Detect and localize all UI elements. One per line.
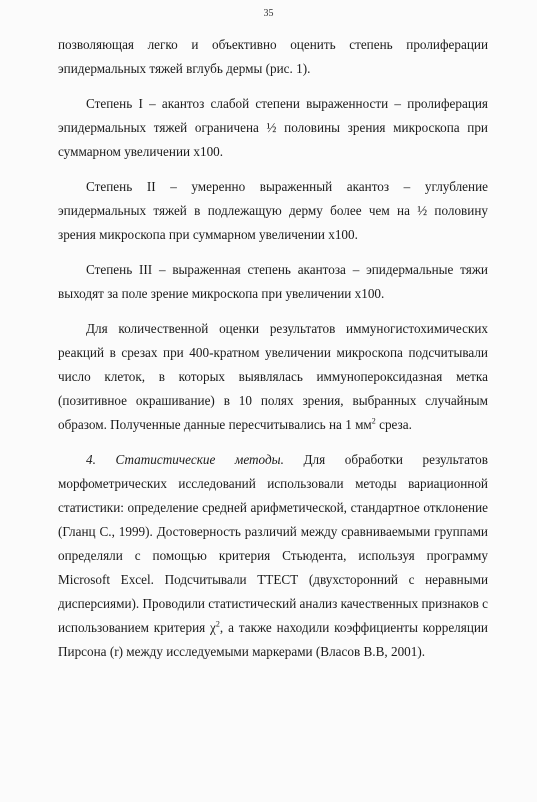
paragraph-degree-1: Степень I – акантоз слабой степени выраженности – пролиферация эпидермальных тяжей ограничена ½ половины зрения микроскопа при суммарном увеличении х100.	[58, 96, 488, 159]
paragraph-5-text: Для количественной оценки результатов иммуногистохимических реакций в срезах при 400-кратном увеличении микроскопа подсчитывали число клеток, в которых выявлялась иммунопероксидазная метка (позитивное окрашивание) в 10 полях зрения, выбранных случайным образом. Полученные данные пересчитывались на 1 мм	[58, 321, 488, 432]
paragraph-1: позволяющая легко и объективно оценить степень пролиферации эпидермальных тяжей вглубь дермы (рис. 1).	[58, 37, 488, 76]
paragraph-quantitative-evaluation	[58, 317, 488, 437]
paragraph-degree-2: Степень II – умеренно выраженный акантоз – углубление эпидермальных тяжей в подлежащую дерму более чем на ½ половину зрения микроскопа при суммарном увеличении х100.	[58, 179, 488, 242]
paragraph-6-text-a: Для обработки результатов морфометрических исследований использовали методы вариационной статистики: определение средней арифметической, стандартное отклонение (Гланц С., 1999). Достоверность различий между сравниваемыми группами определяли с помощью критерия Стьюдента, используя программу Microsoft Excel. Подсчитывали ТТЕСТ (двухсторонний с неравными дисперсиями). Проводили статистический анализ качественных признаков с использованием критерия χ	[58, 452, 488, 635]
body-text	[58, 33, 488, 675]
paragraph-degree-3: Степень III – выраженная степень акантоза – эпидермальные тяжи выходят за поле зрение микроскопа при увеличении х100.	[58, 262, 488, 301]
paragraph-6-text-b: , а также находили коэффициенты корреляции Пирсона (r) между исследуемыми маркерами (Власов В.В, 2001).	[58, 620, 488, 659]
superscript-chi-squared: 2	[215, 619, 220, 629]
superscript-squared: 2	[371, 416, 376, 426]
section-heading-statistical-methods: 4. Статистические методы.	[86, 452, 284, 467]
paragraph-5-end: среза.	[375, 417, 412, 432]
paragraph-statistical-methods	[58, 448, 488, 664]
page-number: 35	[263, 8, 274, 19]
